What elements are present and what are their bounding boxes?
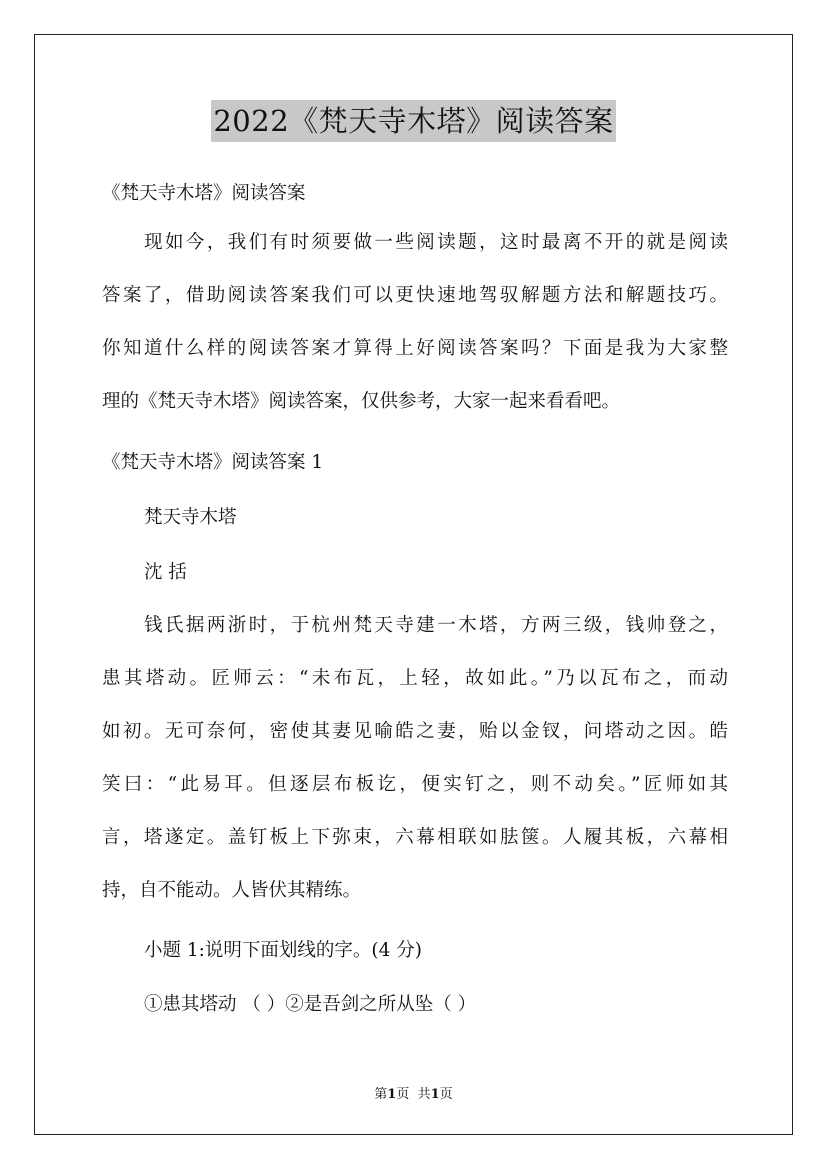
intro-line: 答案了，借助阅读答案我们可以更快速地驾驭解题方法和解题技巧。 [102, 285, 728, 306]
document-title: 2022《梵天寺木塔》阅读答案 [211, 100, 615, 142]
article-line: 笑曰：“此易耳。但逐层布板讫，便实钉之，则不动矣。”匠师如其 [102, 774, 728, 795]
question-1-items: ①患其塔动 （ ）②是吾剑之所从坠（ ） [144, 994, 477, 1015]
article-title: 梵天寺木塔 [144, 507, 237, 528]
article-line: 言，塔遂定。盖钉板上下弥束，六幕相联如胠箧。人履其板，六幕相 [102, 827, 728, 848]
page-footer [0, 1083, 827, 1102]
article-line: 钱氏据两浙时，于杭州梵天寺建一木塔，方两三级，钱帅登之， [144, 615, 728, 636]
article-author: 沈 括 [144, 562, 187, 583]
article-line: 持，自不能动。人皆伏其精练。 [102, 880, 362, 901]
footer-total-prefix: 共 [417, 1087, 431, 1102]
question-1: 小题 1:说明下面划线的字。(4 分) [144, 940, 422, 961]
footer-page-prefix: 第 [374, 1087, 388, 1102]
intro-paragraph [102, 216, 728, 428]
footer-total-number: 1 [430, 1087, 440, 1102]
title-container [0, 100, 827, 142]
intro-line: 理的《梵天寺木塔》阅读答案，仅供参考，大家一起来看看吧。 [102, 391, 621, 412]
intro-line: 你知道什么样的阅读答案才算得上好阅读答案吗？下面是我为大家整 [102, 338, 728, 359]
article-body [102, 599, 728, 917]
section-heading: 《梵天寺木塔》阅读答案 1 [102, 452, 324, 473]
footer-page-number: 1 [387, 1087, 397, 1102]
footer-page-suffix: 页 [396, 1087, 410, 1102]
article-line: 如初。无可奈何，密使其妻见喻皓之妻，贻以金钗，问塔动之因。皓 [102, 721, 728, 742]
footer-total-suffix: 页 [439, 1087, 453, 1102]
intro-line: 现如今，我们有时须要做一些阅读题，这时最离不开的就是阅读 [144, 232, 728, 253]
article-line: 患其塔动。匠师云：“未布瓦，上轻，故如此。”乃以瓦布之，而动 [102, 668, 728, 689]
document-subtitle: 《梵天寺木塔》阅读答案 [102, 183, 306, 204]
